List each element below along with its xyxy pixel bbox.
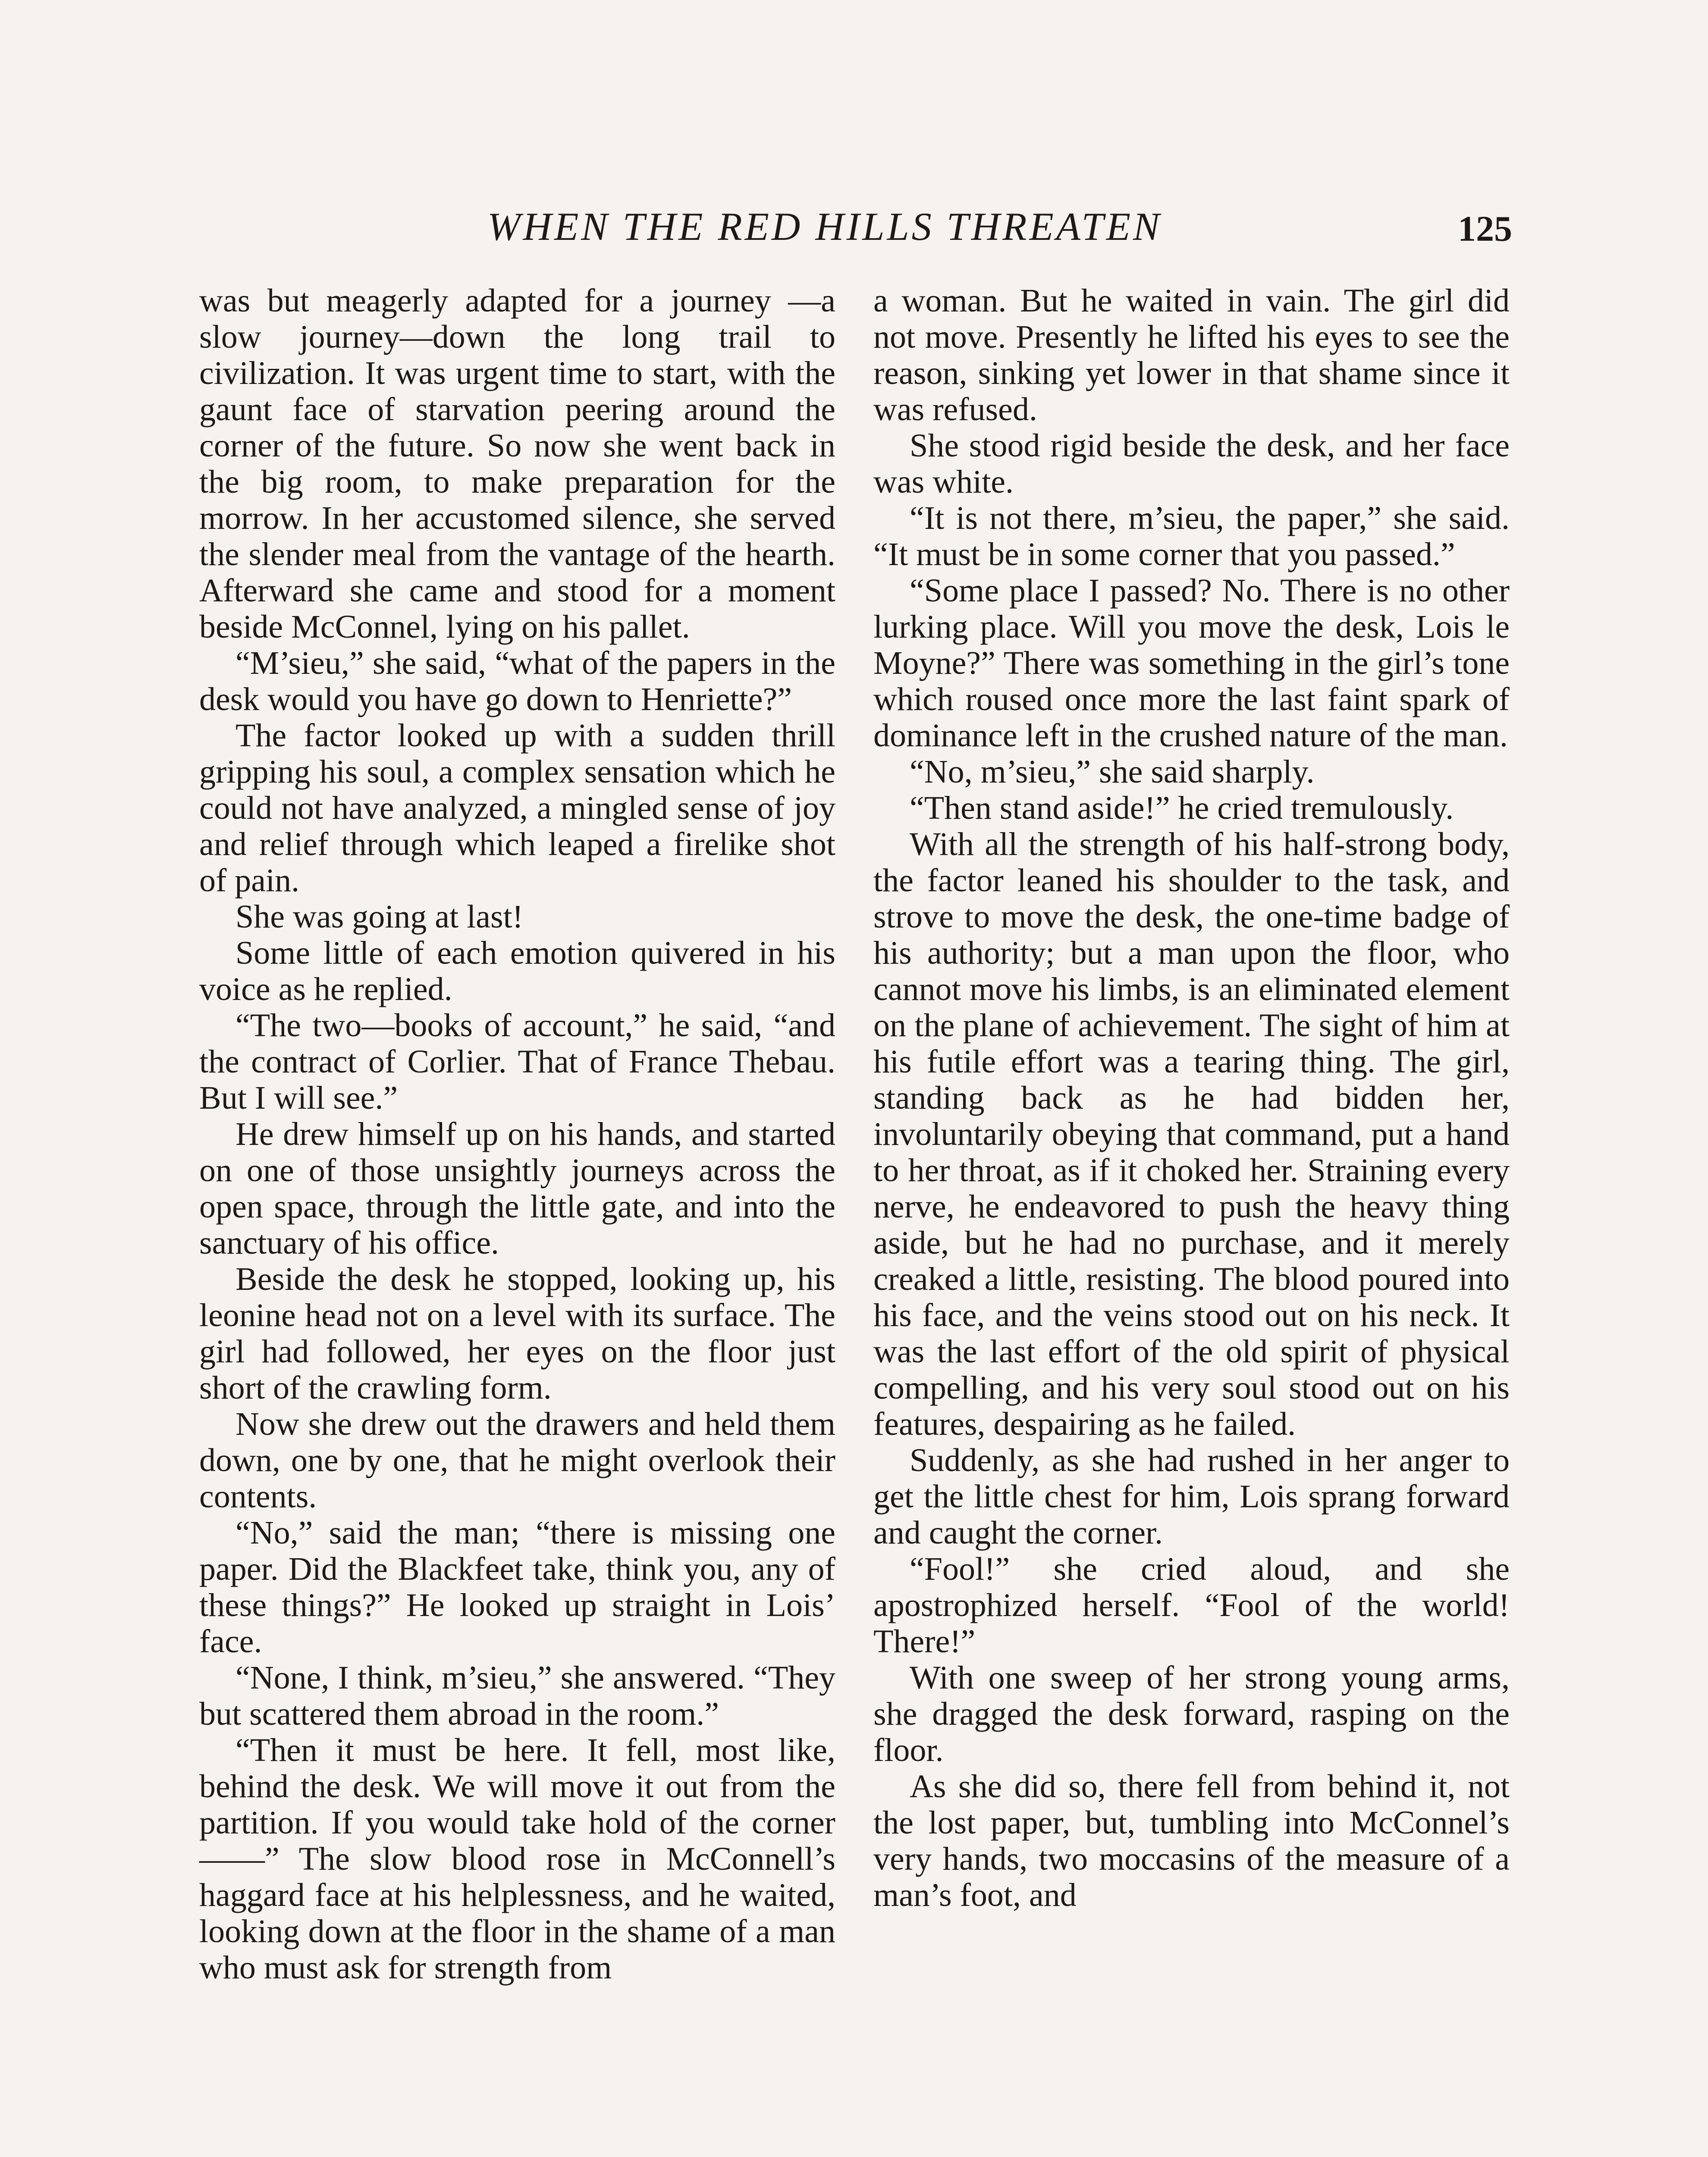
paragraph: “Some place I passed? No. There is no other lurking place. Will you move the desk, Lois le Moyne?” There was something in the girl’s tone which roused once more the last faint spark of dominance left in the crushed nature of the man. (873, 572, 1510, 754)
paragraph: “Then it must be here. It fell, most like, behind the desk. We will move it out from the partition. If you would take hold of the corner——” The slow blood rose in McConnell’s haggard face at his helplessness, and he waited, looking down at the floor in the shame of a man who must ask for strength from (199, 1732, 835, 1986)
paragraph: a woman. But he waited in vain. The girl did not move. Presently he lifted his eyes to see the reason, sinking yet lower in that shame since it was refused. (873, 283, 1510, 428)
paragraph: was but meagerly adapted for a journey —a slow journey—down the long trail to civilization. It was urgent time to start, with the gaunt face of starvation peering around the corner of the future. So now she went back in the big room, to make preparation for the morrow. In her accustomed silence, she served the slender meal from the vantage of the hearth. Afterward she came and stood for a moment beside McConnel, lying on his pallet. (199, 283, 835, 645)
paragraph: Some little of each emotion quivered in his voice as he replied. (199, 935, 835, 1007)
paragraph: “It is not there, m’sieu, the paper,” she said. “It must be in some corner that you passed.” (873, 500, 1510, 572)
paragraph: With one sweep of her strong young arms, she dragged the desk forward, rasping on the floor. (873, 1660, 1510, 1768)
paragraph: “M’sieu,” she said, “what of the papers in the desk would you have go down to Henriette?” (199, 645, 835, 717)
paragraph: “No,” said the man; “there is missing one paper. Did the Blackfeet take, think you, any of these things?” He looked up straight in Lois’ face. (199, 1515, 835, 1660)
paragraph: Now she drew out the drawers and held them down, one by one, that he might overlook their contents. (199, 1406, 835, 1515)
left-column (199, 283, 835, 1986)
paragraph: “None, I think, m’sieu,” she answered. “They but scattered them abroad in the room.” (199, 1660, 835, 1732)
paragraph: “The two—books of account,” he said, “and the contract of Corlier. That of France Thebau. But I will see.” (199, 1007, 835, 1116)
paragraph: As she did so, there fell from behind it, not the lost paper, but, tumbling into McConnel’s very hands, two moccasins of the measure of a man’s foot, and (873, 1768, 1510, 1913)
paragraph: He drew himself up on his hands, and started on one of those unsightly journeys across the open space, through the little gate, and into the sanctuary of his office. (199, 1116, 835, 1261)
paragraph: “Fool!” she cried aloud, and she apostrophized herself. “Fool of the world! There!” (873, 1551, 1510, 1660)
right-column (873, 283, 1510, 1913)
paragraph: With all the strength of his half-strong body, the factor leaned his shoulder to the task, and strove to move the desk, the one-time badge of his authority; but a man upon the floor, who cannot move his limbs, is an eliminated element on the plane of achievement. The sight of him at his futile effort was a tearing thing. The girl, standing back as he had bidden her, involuntarily obeying that command, put a hand to her throat, as if it choked her. Straining every nerve, he endeavored to push the heavy thing aside, but he had no purchase, and it merely creaked a little, resisting. The blood poured into his face, and the veins stood out on his neck. It was the last effort of the old spirit of physical compelling, and his very soul stood out on his features, despairing as he failed. (873, 826, 1510, 1442)
paragraph: “No, m’sieu,” she said sharply. (910, 754, 1315, 790)
paragraph: Suddenly, as she had rushed in her anger to get the little chest for him, Lois sprang forward and caught the corner. (873, 1442, 1510, 1551)
running-head: WHEN THE RED HILLS THREATEN (487, 204, 1162, 248)
page-header (0, 203, 1708, 250)
paragraph: She was going at last! (235, 899, 524, 935)
paragraph: “Then stand aside!” he cried tremulously. (910, 790, 1454, 826)
paragraph: The factor looked up with a sudden thrill gripping his soul, a complex sensation which he could not have analyzed, a mingled sense of joy and relief through which leaped a firelike shot of pain. (199, 717, 835, 899)
paragraph: She stood rigid beside the desk, and her face was white. (873, 428, 1510, 500)
page-number: 125 (1458, 209, 1512, 249)
paragraph: Beside the desk he stopped, looking up, his leonine head not on a level with its surface. The girl had followed, her eyes on the floor just short of the crawling form. (199, 1261, 835, 1406)
